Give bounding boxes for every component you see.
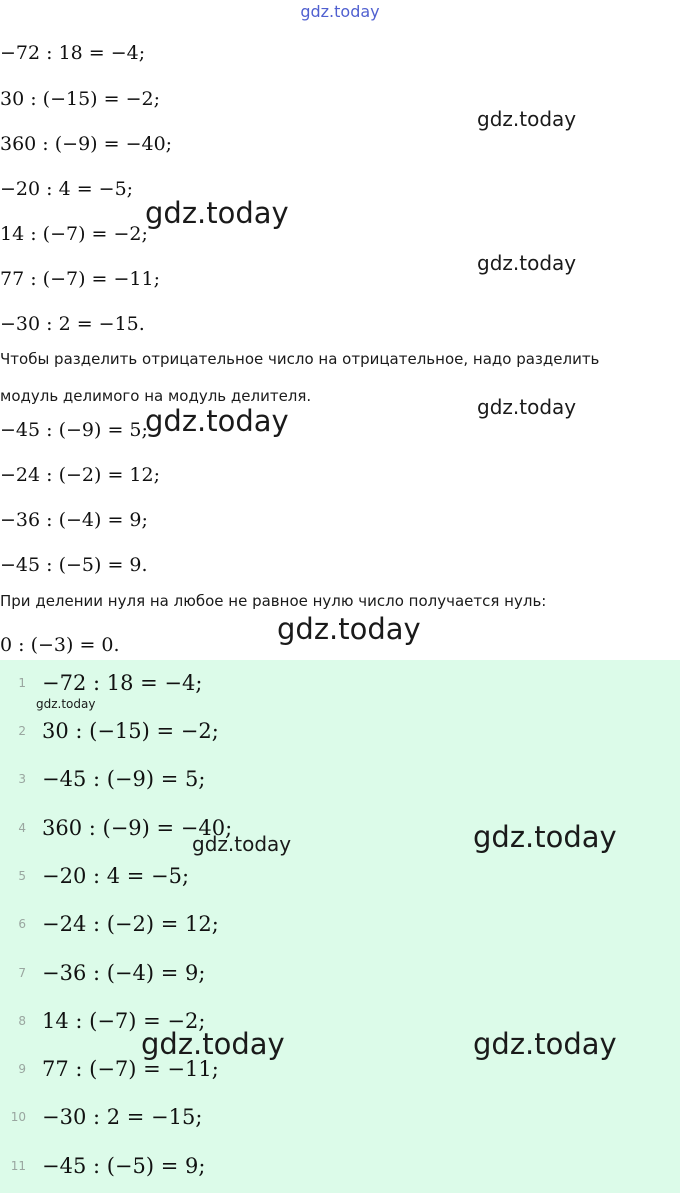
header-watermark: gdz.today (300, 2, 380, 21)
expression: −30 : 2 = −15. (0, 313, 145, 335)
watermark: gdz.today (141, 1027, 285, 1061)
numbered-expression: 30 : (−15) = −2; (42, 719, 219, 743)
numbered-expression: −30 : 2 = −15; (42, 1105, 203, 1129)
line-number: 9 (18, 1062, 26, 1076)
numbered-expression: 360 : (−9) = −40; (42, 816, 233, 840)
expression: 77 : (−7) = −11; (0, 268, 160, 290)
expression: −20 : 4 = −5; (0, 178, 134, 200)
watermark: gdz.today (477, 107, 577, 131)
numbered-expression: −36 : (−4) = 9; (42, 961, 206, 985)
watermark: gdz.today (145, 404, 289, 438)
rule-text: модуль делимого на модуль делителя. (0, 387, 312, 405)
numbered-expression: −24 : (−2) = 12; (42, 912, 219, 936)
expression: 30 : (−15) = −2; (0, 88, 160, 110)
numbered-expression: −20 : 4 = −5; (42, 864, 190, 888)
line-number: 8 (18, 1014, 26, 1028)
expression: −45 : (−5) = 9. (0, 554, 148, 576)
rule-text: Чтобы разделить отрицательное число на отрицательное, надо разделить (0, 350, 600, 368)
expression: −36 : (−4) = 9; (0, 509, 148, 531)
watermark: gdz.today (477, 395, 577, 419)
watermark: gdz.today (277, 612, 421, 646)
watermark: gdz.today (473, 820, 617, 854)
expression: 14 : (−7) = −2; (0, 223, 148, 245)
line-number: 4 (18, 821, 26, 835)
line-number: 11 (10, 1159, 26, 1173)
numbered-expression: 77 : (−7) = −11; (42, 1057, 219, 1081)
numbered-expression: −45 : (−9) = 5; (42, 767, 206, 791)
expression: −72 : 18 = −4; (0, 42, 146, 64)
watermark: gdz.today (145, 196, 289, 230)
line-number: 3 (18, 772, 26, 786)
numbered-expression: −45 : (−5) = 9; (42, 1154, 206, 1178)
line-number: 7 (18, 966, 26, 980)
line-number: 5 (18, 869, 26, 883)
line-number: 6 (18, 917, 26, 931)
watermark: gdz.today (477, 251, 577, 275)
numbered-expression: −72 : 18 = −4; (42, 671, 203, 695)
watermark: gdz.today (192, 832, 292, 856)
numbered-expression: 14 : (−7) = −2; (42, 1009, 206, 1033)
expression: 360 : (−9) = −40; (0, 133, 173, 155)
watermark: gdz.today (473, 1027, 617, 1061)
line-number: 2 (18, 724, 26, 738)
numbered-expressions-panel (0, 660, 680, 1193)
zero-rule-text: При делении нуля на любое не равное нулю число получается нуль: (0, 592, 547, 610)
line-number: 10 (10, 1110, 26, 1124)
line-number: 1 (18, 676, 26, 690)
expression: −24 : (−2) = 12; (0, 464, 160, 486)
expression: −45 : (−9) = 5; (0, 419, 148, 441)
watermark: gdz.today (36, 697, 96, 711)
expression: 0 : (−3) = 0. (0, 634, 120, 656)
